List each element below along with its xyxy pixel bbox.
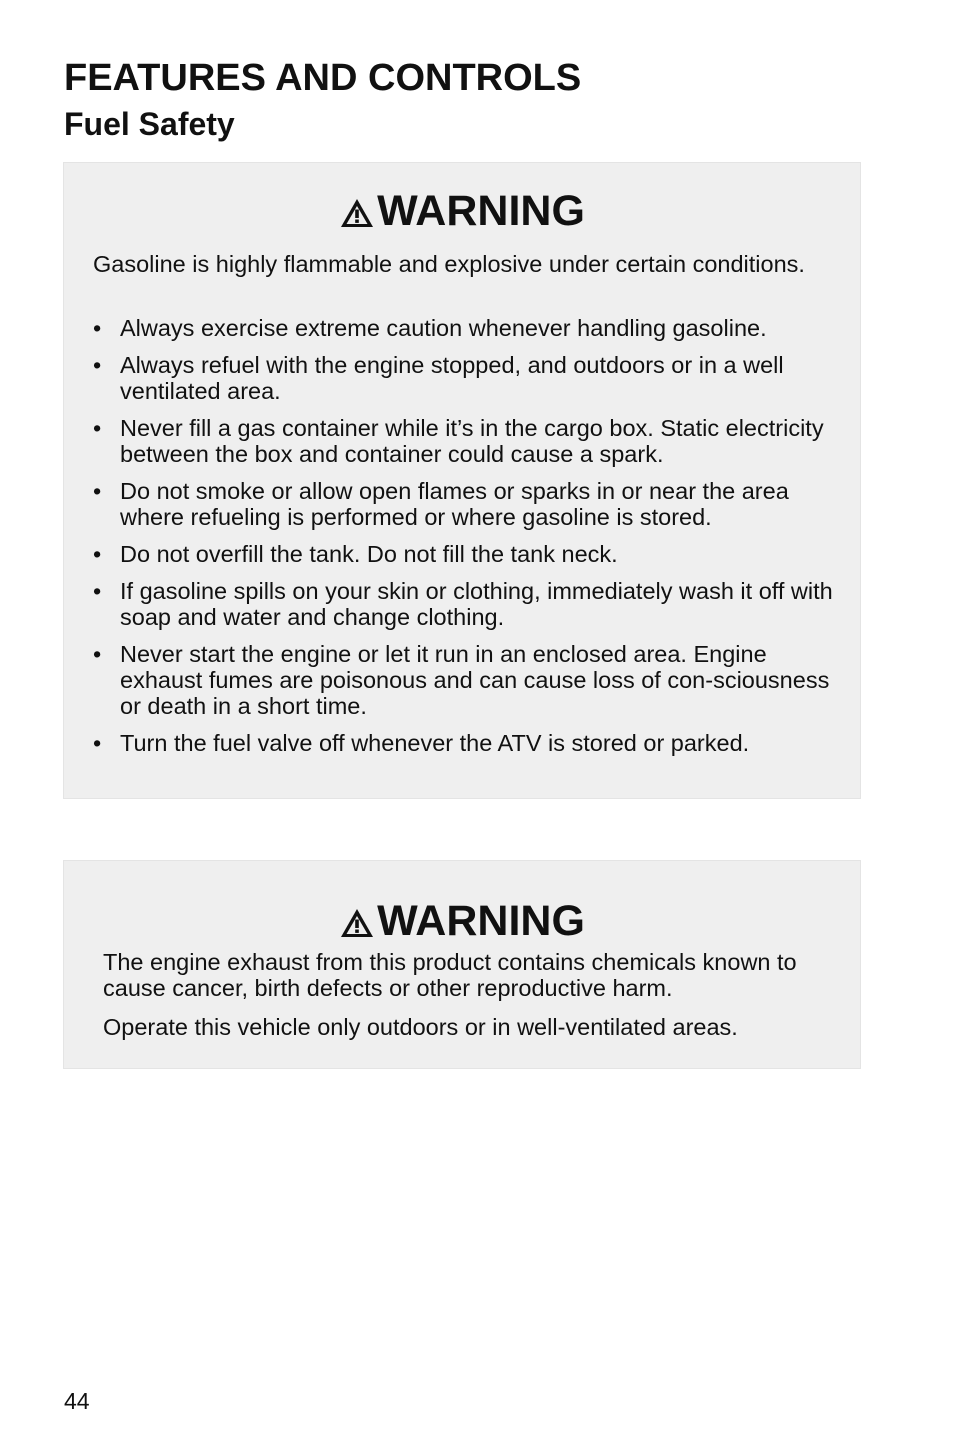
- list-item: [93, 415, 833, 467]
- list-item: [93, 730, 833, 756]
- warning-heading: [64, 185, 860, 237]
- bullet-icon: •: [93, 578, 102, 604]
- list-item-text: Turn the fuel valve off whenever the ATV is stored or parked.: [120, 730, 750, 756]
- list-item-text: If gasoline spills on your skin or clothing, immediately wash it off with soap and water and change clothing.: [120, 578, 833, 630]
- list-item-text: Always refuel with the engine stopped, and outdoors or in a well ventilated area.: [120, 352, 784, 404]
- list-item: [93, 352, 833, 404]
- bullet-icon: •: [93, 641, 102, 667]
- warning-heading-text: WARNING: [377, 897, 585, 945]
- list-item: [93, 315, 833, 341]
- list-item-text: Always exercise extreme caution whenever handling gasoline.: [120, 315, 767, 341]
- fuel-safety-list: [93, 315, 833, 767]
- list-item-text: Never start the engine or let it run in an enclosed area. Engine exhaust fumes are poisonous and can cause loss of con-sciousness or death in a short time.: [120, 641, 830, 719]
- list-item-text: Do not smoke or allow open flames or sparks in or near the area where refueling is performed or where gasoline is stored.: [120, 478, 789, 530]
- exhaust-warning-box: [63, 860, 861, 1069]
- section-subtitle: Fuel Safety: [64, 106, 235, 142]
- bullet-icon: •: [93, 478, 102, 504]
- fuel-warning-box: [63, 162, 861, 799]
- list-item: [93, 641, 833, 719]
- list-item: [93, 541, 833, 567]
- bullet-icon: •: [93, 315, 102, 341]
- warning-intro-text: Gasoline is highly flammable and explosive under certain conditions.: [93, 251, 805, 277]
- list-item: [93, 578, 833, 630]
- exhaust-warning-text: The engine exhaust from this product contains chemicals known to cause cancer, birth defects or other reproductive harm.: [103, 949, 797, 1001]
- list-item-text: Do not overfill the tank. Do not fill the tank neck.: [120, 541, 618, 567]
- warning-triangle-icon: [339, 907, 375, 939]
- list-item-text: Never fill a gas container while it’s in the cargo box. Static electricity between the box and container could cause a spark.: [120, 415, 824, 467]
- bullet-icon: •: [93, 352, 102, 378]
- bullet-icon: •: [93, 730, 102, 756]
- warning-heading: [64, 895, 860, 947]
- page-number: 44: [64, 1388, 90, 1414]
- list-item: [93, 478, 833, 530]
- bullet-icon: •: [93, 415, 102, 441]
- warning-triangle-icon: [339, 197, 375, 229]
- warning-heading-text: WARNING: [377, 187, 585, 235]
- bullet-icon: •: [93, 541, 102, 567]
- ventilation-warning-text: Operate this vehicle only outdoors or in well-ventilated areas.: [103, 1014, 738, 1040]
- section-title: FEATURES AND CONTROLS: [64, 57, 582, 99]
